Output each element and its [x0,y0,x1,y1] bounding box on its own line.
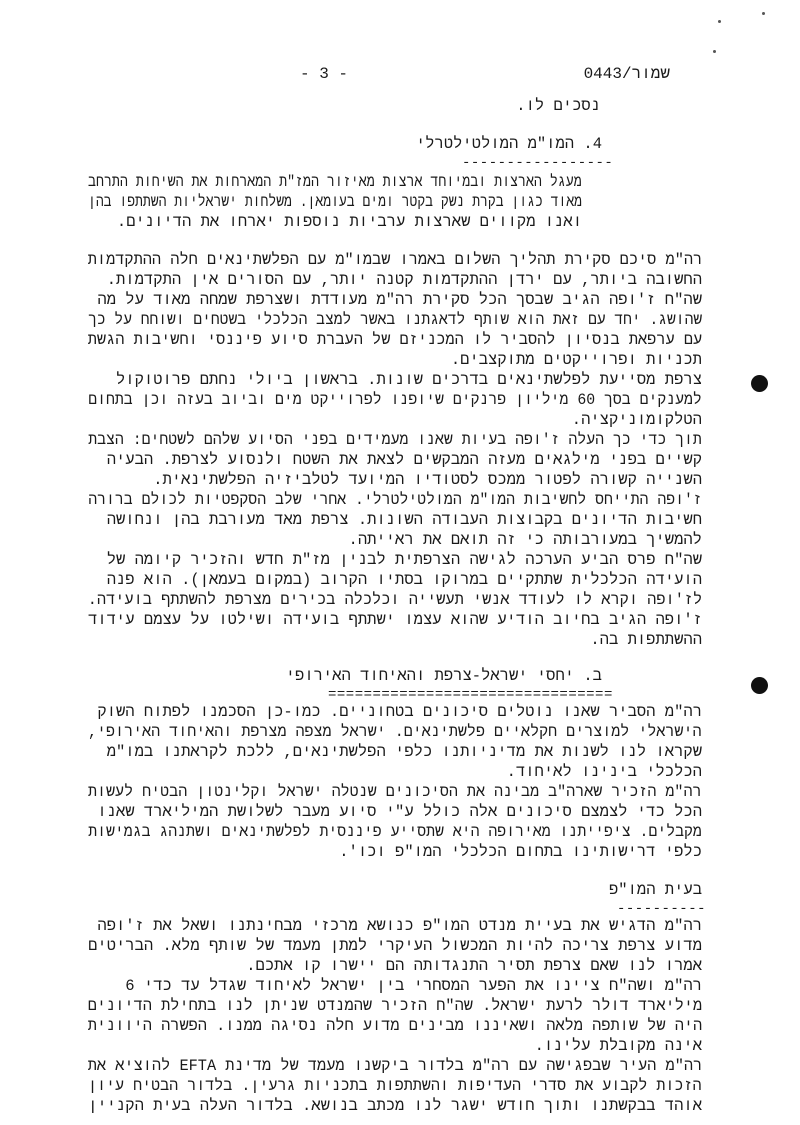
page-number: - 3 - [300,65,349,83]
punch-hole-top [751,375,768,392]
subsection-heading: בעית המו"פ [608,881,702,899]
text-line: ואנו מקווים שארצות ערביות נוספות יארחו את הדיונים. [116,213,582,231]
text-line: היה של שותפה מלאה ושאיננו מבינים מדוע חלה נסיגה ממנו. הפשרה היוונית [87,1017,702,1035]
text-line: רה"מ ושה"ח ציינו את הפער המסחרי בין ישראל לאיחוד שגדל עד כדי 6 [125,977,702,995]
text-line: לז'ופה וקרא לו לעודד אנשי תעשייה וכלכלה בכירים מצרפת להשתתף בועידה. [87,591,702,609]
page-header [300,62,670,86]
text-line: אינה מקובלת עלינו. [534,1037,702,1055]
text-line: מעגל הארצות ובמיוחד ארצות מאיזור המז"ת המארחות את השיחות התרחב [88,173,582,191]
text-line: תכניות ופרוייקטים מתוקצבים. [450,351,702,369]
text-line: שהושג. יחד עם זאת הוא שותף לדאגתנו באשר למצב הכלכלי בשטחים ושוחח על כך [88,311,702,329]
text-line: רה"מ הזכיר שארה"ב מבינה את הסיכונים שנטלה ישראל וקלינטון הבטיח לעשות [88,783,702,801]
text-line: חשיבות הדיונים בקבוצות העבודה השונות. צרפת מאד מעורבת בהן ונחושה [106,511,702,529]
text-line: כלפי דרישותינו בתחום הכלכלי המו"פ וכו'. [339,843,702,861]
text-line: תוך כדי כך העלה ז'ופה בעיות שאנו מעמידים בפני הסיוע שלהם לשטחים: הצבת [88,431,702,449]
text-line: רה"מ הסביר שאנו נוטלים סיכונים בטחוניים. כמו-כן הסכמנו לפתוח השוק [97,703,702,721]
text-line: נסכים לו. [516,97,600,115]
text-line: הכלכלי בינינו לאיחוד. [506,763,702,781]
text-line: קשיים בפני מילגאים מעזה המבקשים לצאת את השטח ולנסוע לצרפת. הבעיה [106,451,702,469]
text-line: אוהד בבקשתנו ותוך חודש ישגר לנו מכתב בנושא. בלדור העלה בעית הקניין [88,1097,702,1115]
text-line: צרפת מסייעת לפלשתינאים בדרכים שונות. בראשון ביולי נחתם פרוטוקול [116,371,702,389]
text-line: שקראו לנו לשנות את מדיניותנו כלפי הפלשתינאים, ללכת לקראתנו במו"מ [106,743,702,761]
text-line: מקבלים. ציפייתנו מאירופה היא שתסייע פיננסית לפלשתינאים ושתנהג בגמישות [88,823,702,841]
text-line: אמרו לנו שאם צרפת תסיר התנגדותה הם יישרו קו אתכם. [246,957,702,975]
text-line: הטלקומוניקציה. [571,411,702,429]
text-line: רה"מ העיר שבפגישה עם רה"מ בלדור ביקשנו מעמד של מדינת EFTA להוציא את [87,1057,703,1075]
scan-speck [713,50,716,53]
text-line: מיליארד דולר לרעת ישראל. שה"ח הזכיר שהמנדט שניתן לנו בתחילת הדיונים [87,997,702,1015]
text-line: מדוע צרפת צריכה להיות המכשול העיקרי למתן מעמד של שותף מלא. הבריטים [88,937,702,955]
text-line: רה"מ סיכם סקירת תהליך השלום באמרו שבמו"מ עם הפלשתינאים חלה ההתקדמות [87,251,702,269]
heading-underline: ================================ [328,687,613,703]
text-line: להמשיך במעורבותה כי זה תואם את ראייתה. [348,531,702,549]
text-line: השנייה קשורה לפטור ממכס לסטודיו המיועד לטלביזיה הפלשתינאית. [153,471,702,489]
heading-underline: ----------------- [462,155,614,171]
section-heading: 4. המו"מ המולטילטרלי [415,135,602,153]
text-line: עם ערפאת בנסיון להסביר לו המכניזם של העברת סיוע פיננסי וחשיבות הגשת [87,331,702,349]
text-line: למענקים בסך 60 מיליון פרנקים שיופנו לפרוייקט מים וביוב בעזה וכן בתחום [88,391,702,409]
scan-speck [762,12,765,15]
text-line: החשובה ביותר, עם ירדן ההתקדמות קטנה יותר, עם הסורים אין התקדמות. [106,271,702,289]
text-line: ז'ופה התייחס לחשיבות המו"מ המולטילטרלי. אחרי שלב הסקפטיות לכולם ברורה [88,491,702,509]
section-heading: ב. יחסי ישראל-צרפת והאיחוד האירופי [285,667,602,685]
scan-speck [718,20,721,23]
text-line: הזכות לקבוע את סדרי העדיפות והשתתפות בתכניות גרעין. בלדור הבטיח עיון [88,1077,702,1095]
punch-hole-bottom [751,677,768,694]
text-line: שה"ח פרס הביע הערכה לגישה הצרפתית לבנין מז"ת חדש והזכיר קיומה של [106,551,702,569]
text-line: ז'ופה הגיב בחיוב הודיע שהוא עצמו ישתתף בועידה ושילטו על עצמם עידוד [88,611,702,629]
text-line: שה"ח ז'ופה הגיב שבסך הכל סקירת רה"מ מעודדת ושצרפת שמחה מאוד על מה [97,291,702,309]
text-line: ההשתתפות בה. [590,631,702,649]
document-id: שמור/0443 [583,65,670,83]
text-line: הישראלי למוצרים חקלאיים פלשתינאים. ישראל מצפה מצרפת והאיחוד האירופי, [88,723,702,741]
heading-underline: ---------- [617,901,707,917]
text-line: הועידה הכלכלית שתתקיים במרוקו בסתיו הקרוב (במקום בעמאן). הוא פנה [106,571,702,589]
text-line: הכל כדי לצמצם סיכונים אלה כולל ע"י סיוע מעבר לשלושת המיליארד שאנו [97,803,702,821]
text-line: מאוד כגון בקרת נשק בקטר ומים בעומאן. משלחות ישראליות השתתפו בהן [88,193,582,211]
text-line: רה"מ הדגיש את בעיית מנדט המו"פ כנושא מרכזי מבחינתנו ושאל את ז'ופה [97,917,702,935]
